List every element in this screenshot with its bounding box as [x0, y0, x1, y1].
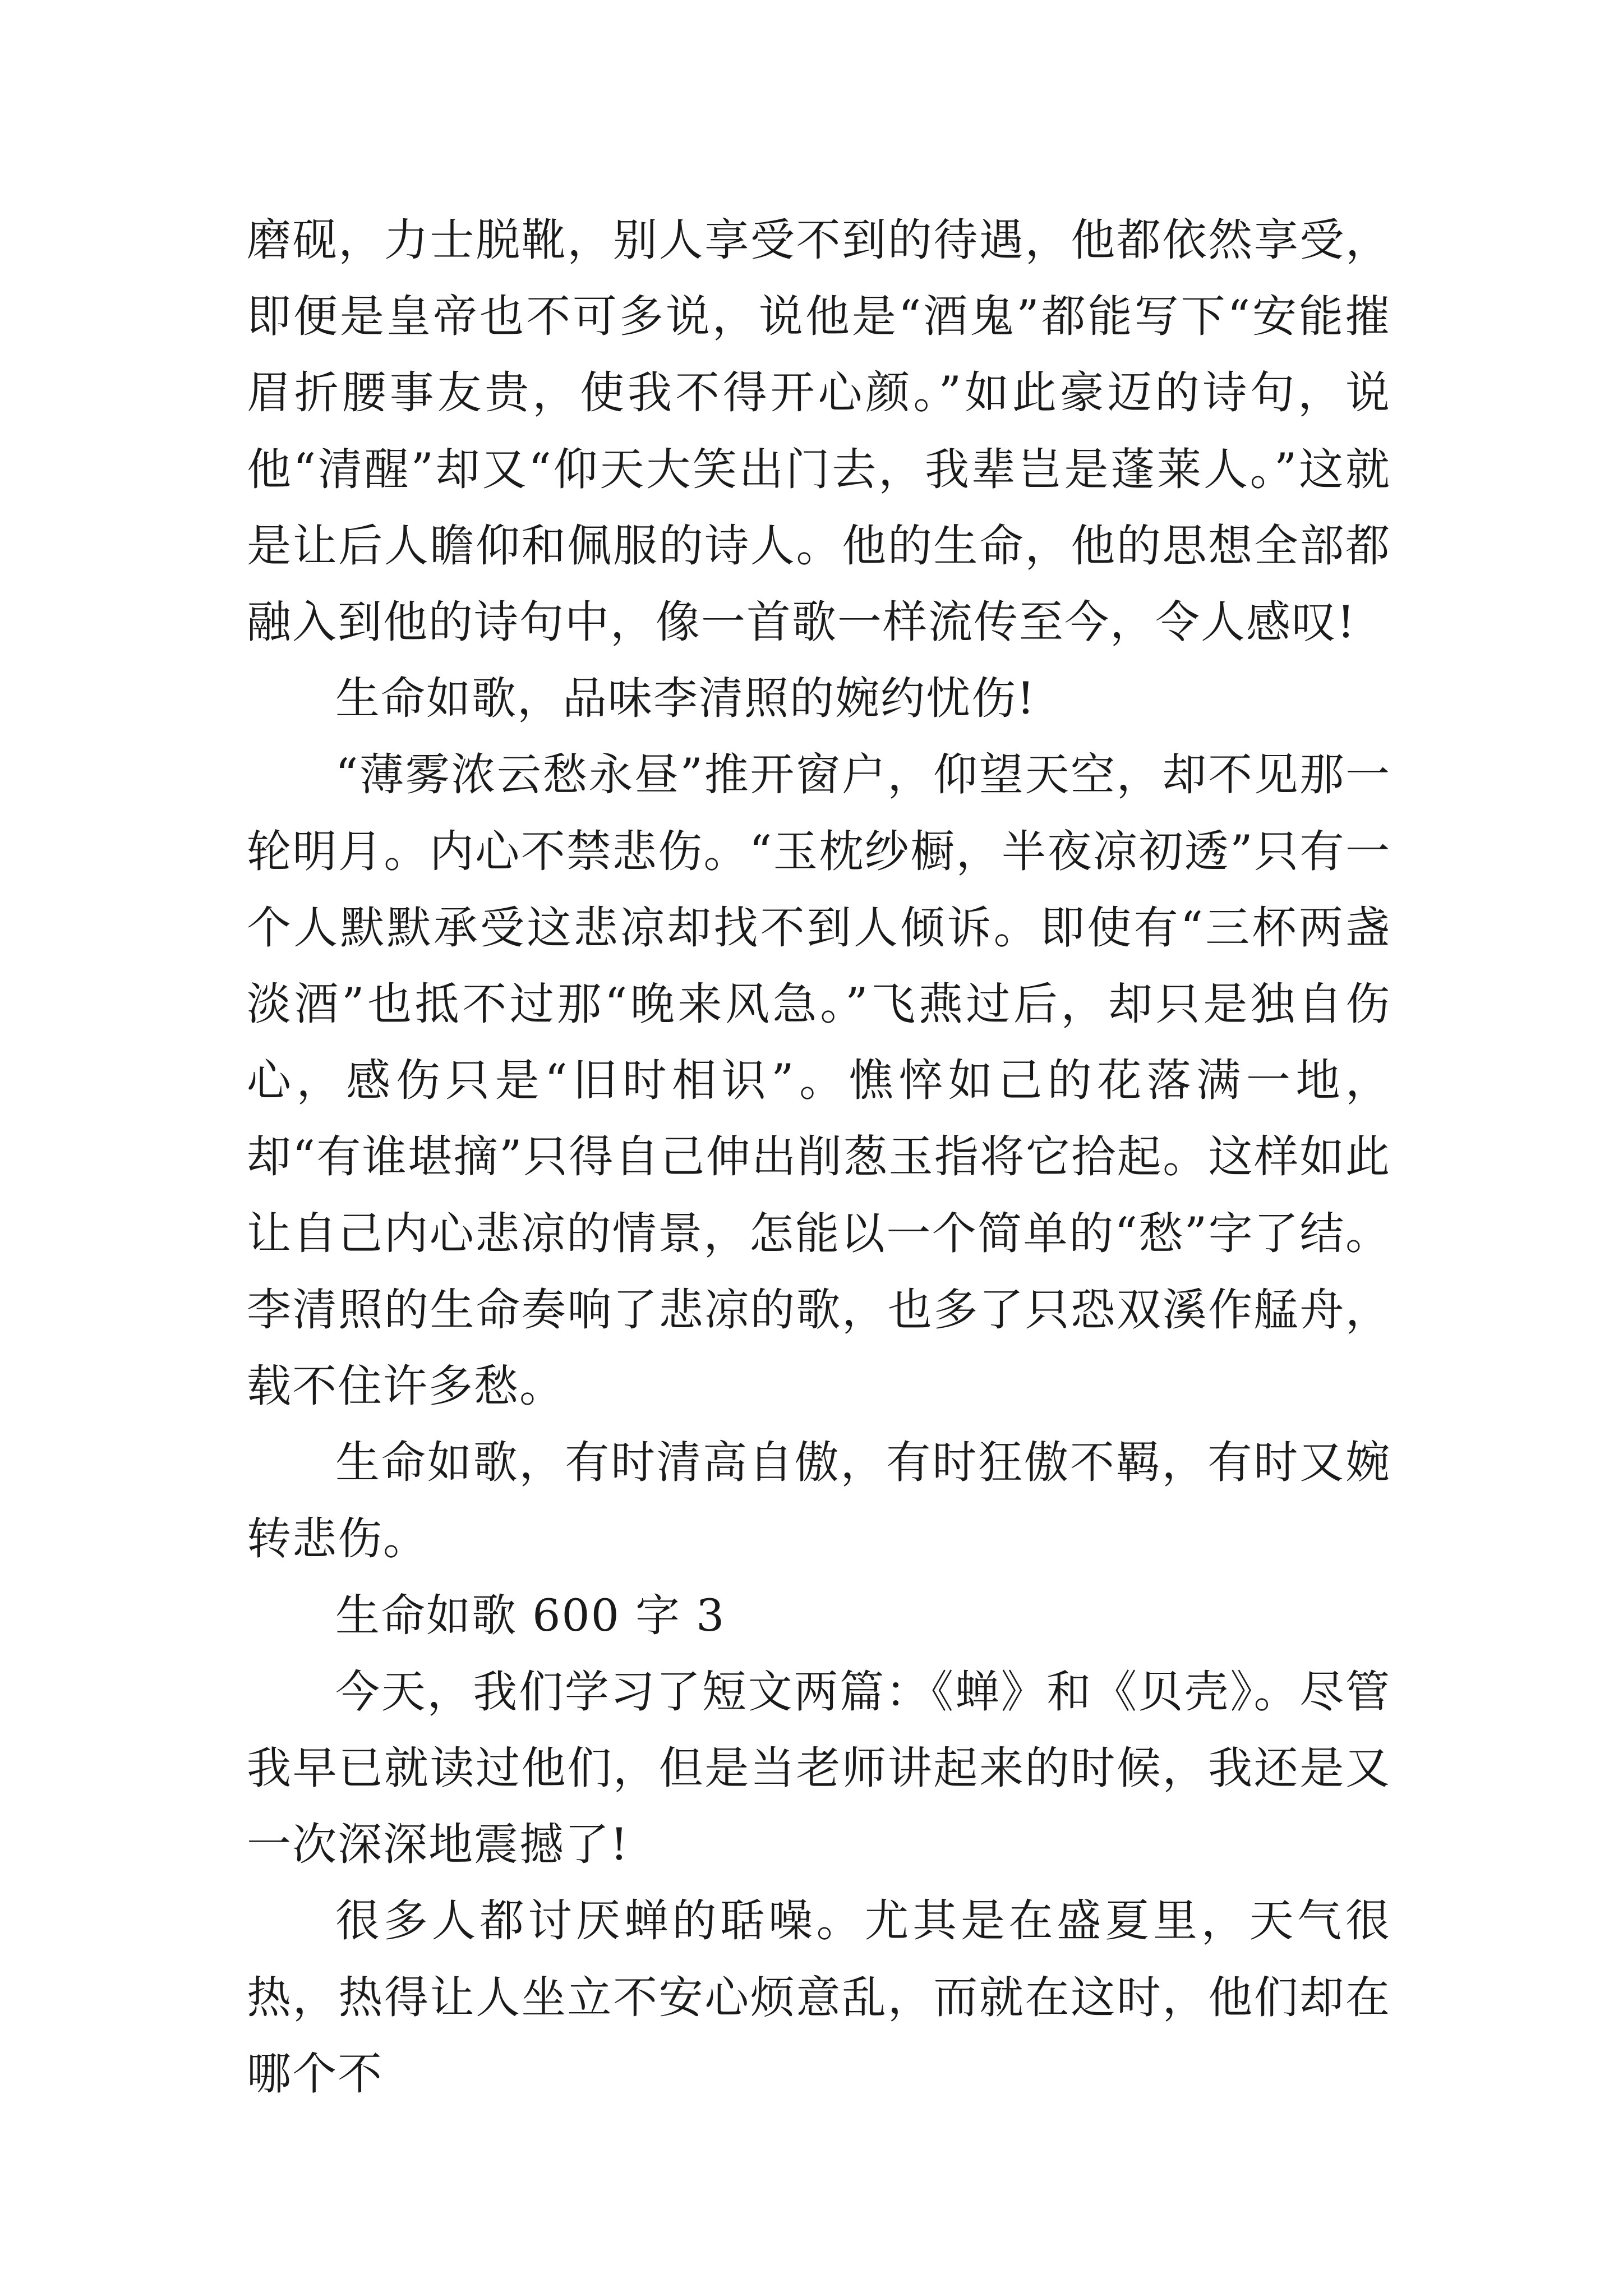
paragraph-2: 生命如歌，品味李清照的婉约忧伤! — [335, 673, 1036, 725]
paragraph-5: 今天，我们学习了短文两篇：《蝉》和《贝壳》。尽管我早已就读过他们，但是当老师讲起来的时候，我还是又一次深深地震撼了! — [247, 1665, 1391, 1871]
section-heading: 生命如歌 600 字 3 — [335, 1589, 726, 1641]
paragraph-1: 磨砚，力士脱靴，别人享受不到的待遇，他都依然享受，即便是皇帝也不可多说，说他是“酒鬼”都能写下“安能摧眉折腰事友贵，使我不得开心颜。”如此豪迈的诗句，说他“清醒”却又“仰天大笑出门去，我辈岂是蓬莱人。”这就是让后人瞻仰和佩服的诗人。他的生命，他的思想全部都融入到他的诗句中，像一首歌一样流传至今，令人感叹! — [247, 214, 1391, 648]
paragraph-3: “薄雾浓云愁永昼”推开窗户，仰望天空，却不见那一轮明月。内心不禁悲伤。“玉枕纱橱，半夜凉初透”只有一个人默默承受这悲凉却找不到人倾诉。即使有“三杯两盏淡酒”也抵不过那“晚来风急。”飞燕过后，却只是独自伤心，感伤只是“旧时相识”。憔悴如己的花落满一地，却“有谁堪摘”只得自己伸出削葱玉指将它拾起。这样如此让自己内心悲凉的情景，怎能以一个简单的“愁”字了结。李清照的生命奏响了悲凉的歌，也多了只恐双溪作艋舟，载不住许多愁。 — [247, 749, 1391, 1412]
document-body — [247, 202, 1391, 2112]
paragraph-4: 生命如歌，有时清高自傲，有时狂傲不羁，有时又婉转悲伤。 — [247, 1437, 1391, 1565]
paragraph-6: 很多人都讨厌蝉的聒噪。尤其是在盛夏里，天气很热，热得让人坐立不安心烦意乱，而就在这时，他们却在哪个不 — [247, 1895, 1391, 2100]
